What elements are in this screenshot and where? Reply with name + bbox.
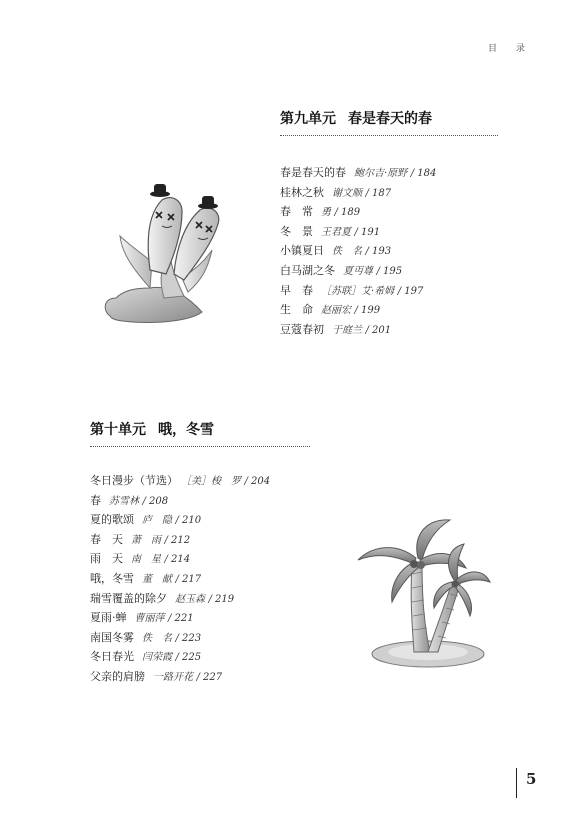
entry-page: / 212 — [164, 534, 191, 546]
entry-title: 南国冬雾 — [90, 630, 134, 644]
entry-author: 一路开花 — [153, 671, 193, 683]
toc-entry — [280, 261, 498, 281]
unit-label: 第十单元 — [90, 422, 146, 438]
entry-page: / 214 — [164, 554, 191, 566]
toc-entry — [90, 510, 310, 530]
toc-list — [90, 471, 310, 687]
entry-title: 冬日春光 — [90, 650, 134, 664]
entry-title: 夏的歌颂 — [90, 513, 134, 527]
entry-author: 苏雪林 — [109, 495, 139, 507]
toc-entry — [280, 163, 498, 183]
toc-entry — [280, 281, 498, 301]
entry-page: / 227 — [196, 671, 223, 683]
entry-author: 鲍尔吉·原野 — [354, 168, 408, 179]
entry-page: / 221 — [168, 613, 194, 625]
page-number-rule — [516, 768, 517, 798]
entry-author: 庐 隐 — [142, 515, 172, 527]
entry-title: 瑞雪覆盖的除夕 — [90, 591, 167, 605]
toc-entry — [280, 222, 498, 242]
section-unit-10 — [90, 419, 310, 687]
entry-page: / 193 — [365, 246, 392, 258]
entry-title: 豆蔻春初 — [280, 322, 324, 336]
running-head: 目 录 — [488, 44, 533, 54]
unit-theme: 春是春天的春 — [348, 111, 432, 127]
entry-author: 佚 名 — [332, 246, 362, 258]
entry-title: 春 常 — [280, 205, 313, 219]
toc-entry — [90, 667, 310, 687]
entry-author: 闫荣霞 — [142, 652, 172, 664]
entry-title: 春 — [90, 493, 101, 507]
entry-title: 小镇夏日 — [280, 244, 324, 258]
entry-title: 生 命 — [280, 303, 313, 317]
toc-entry — [280, 300, 498, 320]
toc-entry — [280, 241, 498, 261]
section-title — [280, 108, 498, 136]
entry-author: 勇 — [321, 207, 331, 219]
entry-author: 夏丏尊 — [343, 265, 373, 277]
toc-entry — [90, 589, 310, 609]
toc-list — [280, 163, 498, 339]
toc-entry — [90, 471, 310, 491]
toc-entry — [90, 628, 310, 648]
entry-author: ［美］梭 罗 — [186, 476, 241, 487]
entry-author: 佚 名 — [142, 632, 172, 644]
entry-title: 哦，冬雪 — [90, 571, 134, 585]
entry-page: / 195 — [376, 265, 403, 277]
toc-entry — [280, 202, 498, 222]
entry-page: / 219 — [208, 593, 235, 605]
entry-author: ［苏联］艾·希姆 — [321, 285, 395, 297]
entry-page: / 184 — [410, 168, 437, 179]
entry-page: / 217 — [175, 573, 202, 585]
entry-title: 春是春天的春 — [280, 166, 346, 179]
entry-page: / 197 — [397, 285, 424, 297]
page-number: 5 — [526, 770, 537, 788]
section-title — [90, 419, 310, 447]
banana-cartoon-icon — [92, 170, 242, 330]
entry-author: 于庭兰 — [332, 324, 362, 336]
entry-title: 夏雨·蝉 — [90, 611, 127, 625]
entry-author: 赵玉森 — [175, 593, 205, 605]
palm-tree-island-icon — [352, 512, 492, 672]
entry-title: 父亲的肩膀 — [90, 669, 145, 683]
entry-author: 谢文顺 — [332, 187, 362, 199]
entry-title: 冬日漫步（节选） — [90, 474, 178, 487]
entry-author: 王君夏 — [321, 226, 351, 238]
entry-title: 雨 天 — [90, 552, 123, 566]
entry-page: / 225 — [175, 652, 202, 664]
unit-theme: 哦，冬雪 — [158, 422, 214, 438]
entry-title: 白马湖之冬 — [280, 263, 335, 277]
toc-entry — [280, 320, 498, 340]
unit-label: 第九单元 — [280, 111, 336, 127]
entry-author: 南 星 — [131, 554, 161, 566]
entry-page: / 223 — [175, 632, 202, 644]
toc-entry — [90, 491, 310, 511]
entry-page: / 204 — [244, 476, 271, 487]
toc-entry — [90, 647, 310, 667]
entry-page: / 191 — [354, 226, 381, 238]
entry-author: 曹丽萍 — [134, 613, 165, 625]
entry-title: 冬 景 — [280, 224, 313, 238]
entry-author: 董 献 — [142, 573, 172, 585]
entry-page: / 208 — [142, 495, 169, 507]
section-unit-9 — [280, 108, 498, 339]
toc-entry — [90, 549, 310, 569]
entry-author: 萧 雨 — [131, 534, 161, 546]
entry-author: 赵丽宏 — [321, 305, 351, 317]
entry-page: / 189 — [334, 207, 361, 219]
toc-entry — [90, 569, 310, 589]
entry-page: / 199 — [354, 305, 381, 317]
entry-page: / 201 — [365, 324, 392, 336]
entry-title: 早 春 — [280, 283, 313, 297]
toc-entry — [280, 183, 498, 203]
toc-entry — [90, 608, 310, 628]
toc-entry — [90, 530, 310, 550]
entry-title: 桂林之秋 — [280, 185, 324, 199]
entry-title: 春 天 — [90, 532, 123, 546]
entry-page: / 210 — [175, 515, 202, 527]
entry-page: / 187 — [365, 187, 392, 199]
